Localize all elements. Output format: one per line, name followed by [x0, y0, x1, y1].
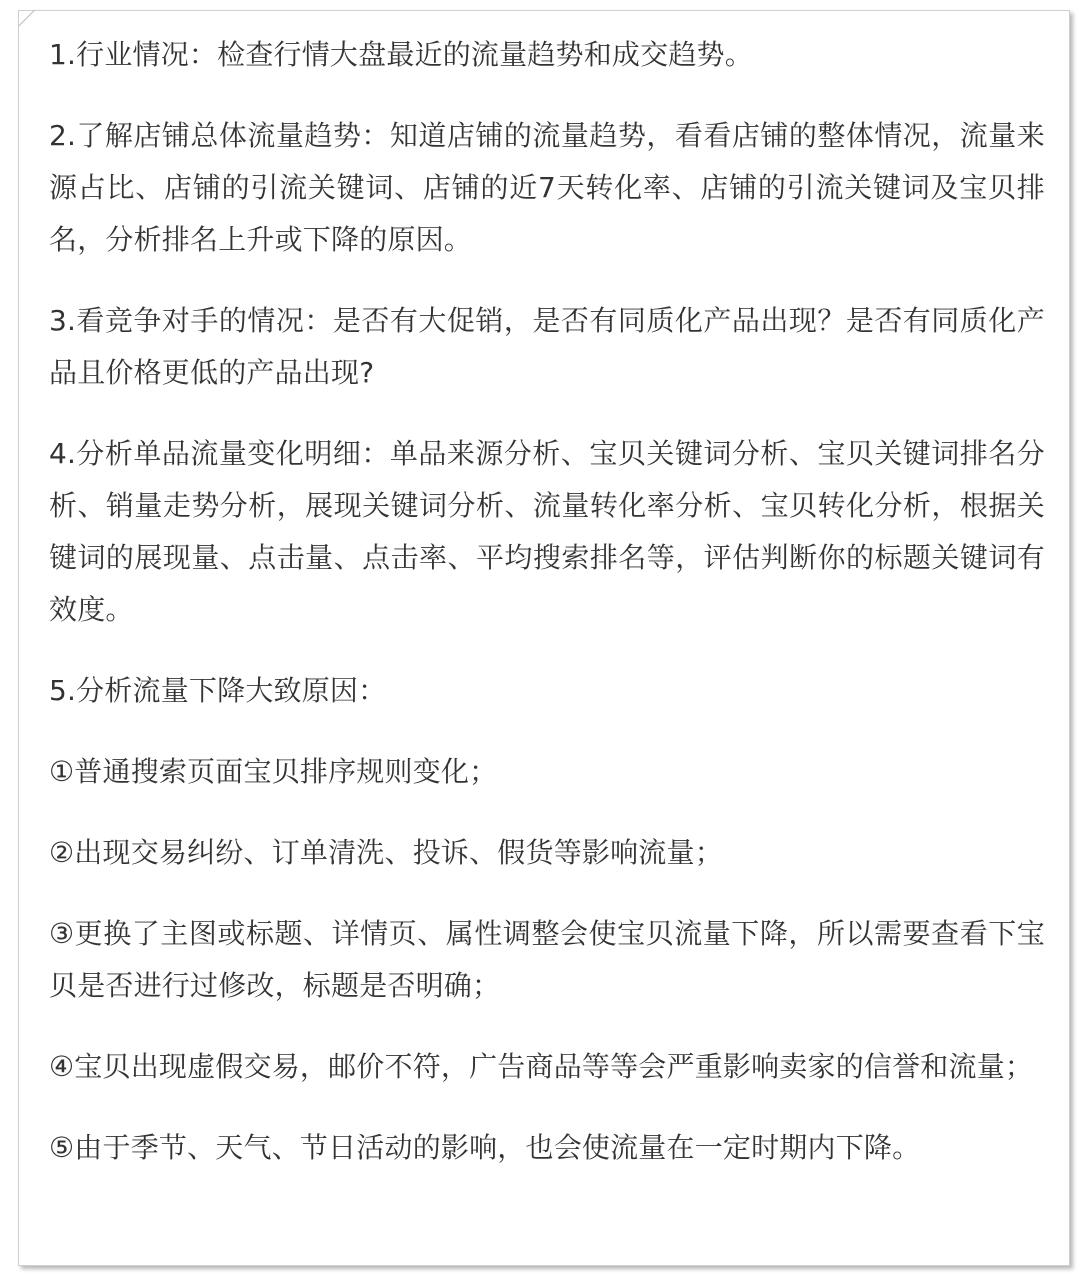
- paragraph-cause-2: ②出现交易纠纷、订单清洗、投诉、假货等影响流量；: [49, 836, 723, 869]
- text-card: [18, 10, 1070, 1266]
- paragraph-cause-5: ⑤由于季节、天气、节日活动的影响，也会使流量在一定时期内下降。: [49, 1131, 921, 1164]
- paragraph-shop-traffic: 2.了解店铺总体流量趋势：知道店铺的流量趋势，看看店铺的整体情况，流量来源占比、店铺的引流关键词、店铺的近7天转化率、店铺的引流关键词及宝贝排名，分析排名上升或下降的原因。: [49, 119, 1045, 256]
- paragraph-cause-1: ①普通搜索页面宝贝排序规则变化；: [49, 755, 498, 788]
- paragraph-causes-heading: 5.分析流量下降大致原因：: [49, 674, 387, 707]
- paragraph-cause-3: ③更换了主图或标题、详情页、属性调整会使宝贝流量下降，所以需要查看下宝贝是否进行过修改，标题是否明确；: [49, 917, 1045, 1002]
- paragraph-cause-4: ④宝贝出现虚假交易，邮价不符，广告商品等等会严重影响卖家的信誉和流量；: [49, 1050, 1034, 1083]
- page-fold-corner: [19, 11, 35, 27]
- article-body: [49, 29, 1045, 1203]
- paragraph-industry: 1.行业情况：检查行情大盘最近的流量趋势和成交趋势。: [49, 38, 753, 71]
- paragraph-competitors: 3.看竞争对手的情况：是否有大促销，是否有同质化产品出现？是否有同质化产品且价格更低的产品出现?: [49, 304, 1045, 389]
- paragraph-item-analysis: 4.分析单品流量变化明细：单品来源分析、宝贝关键词分析、宝贝关键词排名分析、销量走势分析，展现关键词分析、流量转化率分析、宝贝转化分析，根据关键词的展现量、点击量、点击率、平均搜索排名等，评估判断你的标题关键词有效度。: [49, 437, 1045, 626]
